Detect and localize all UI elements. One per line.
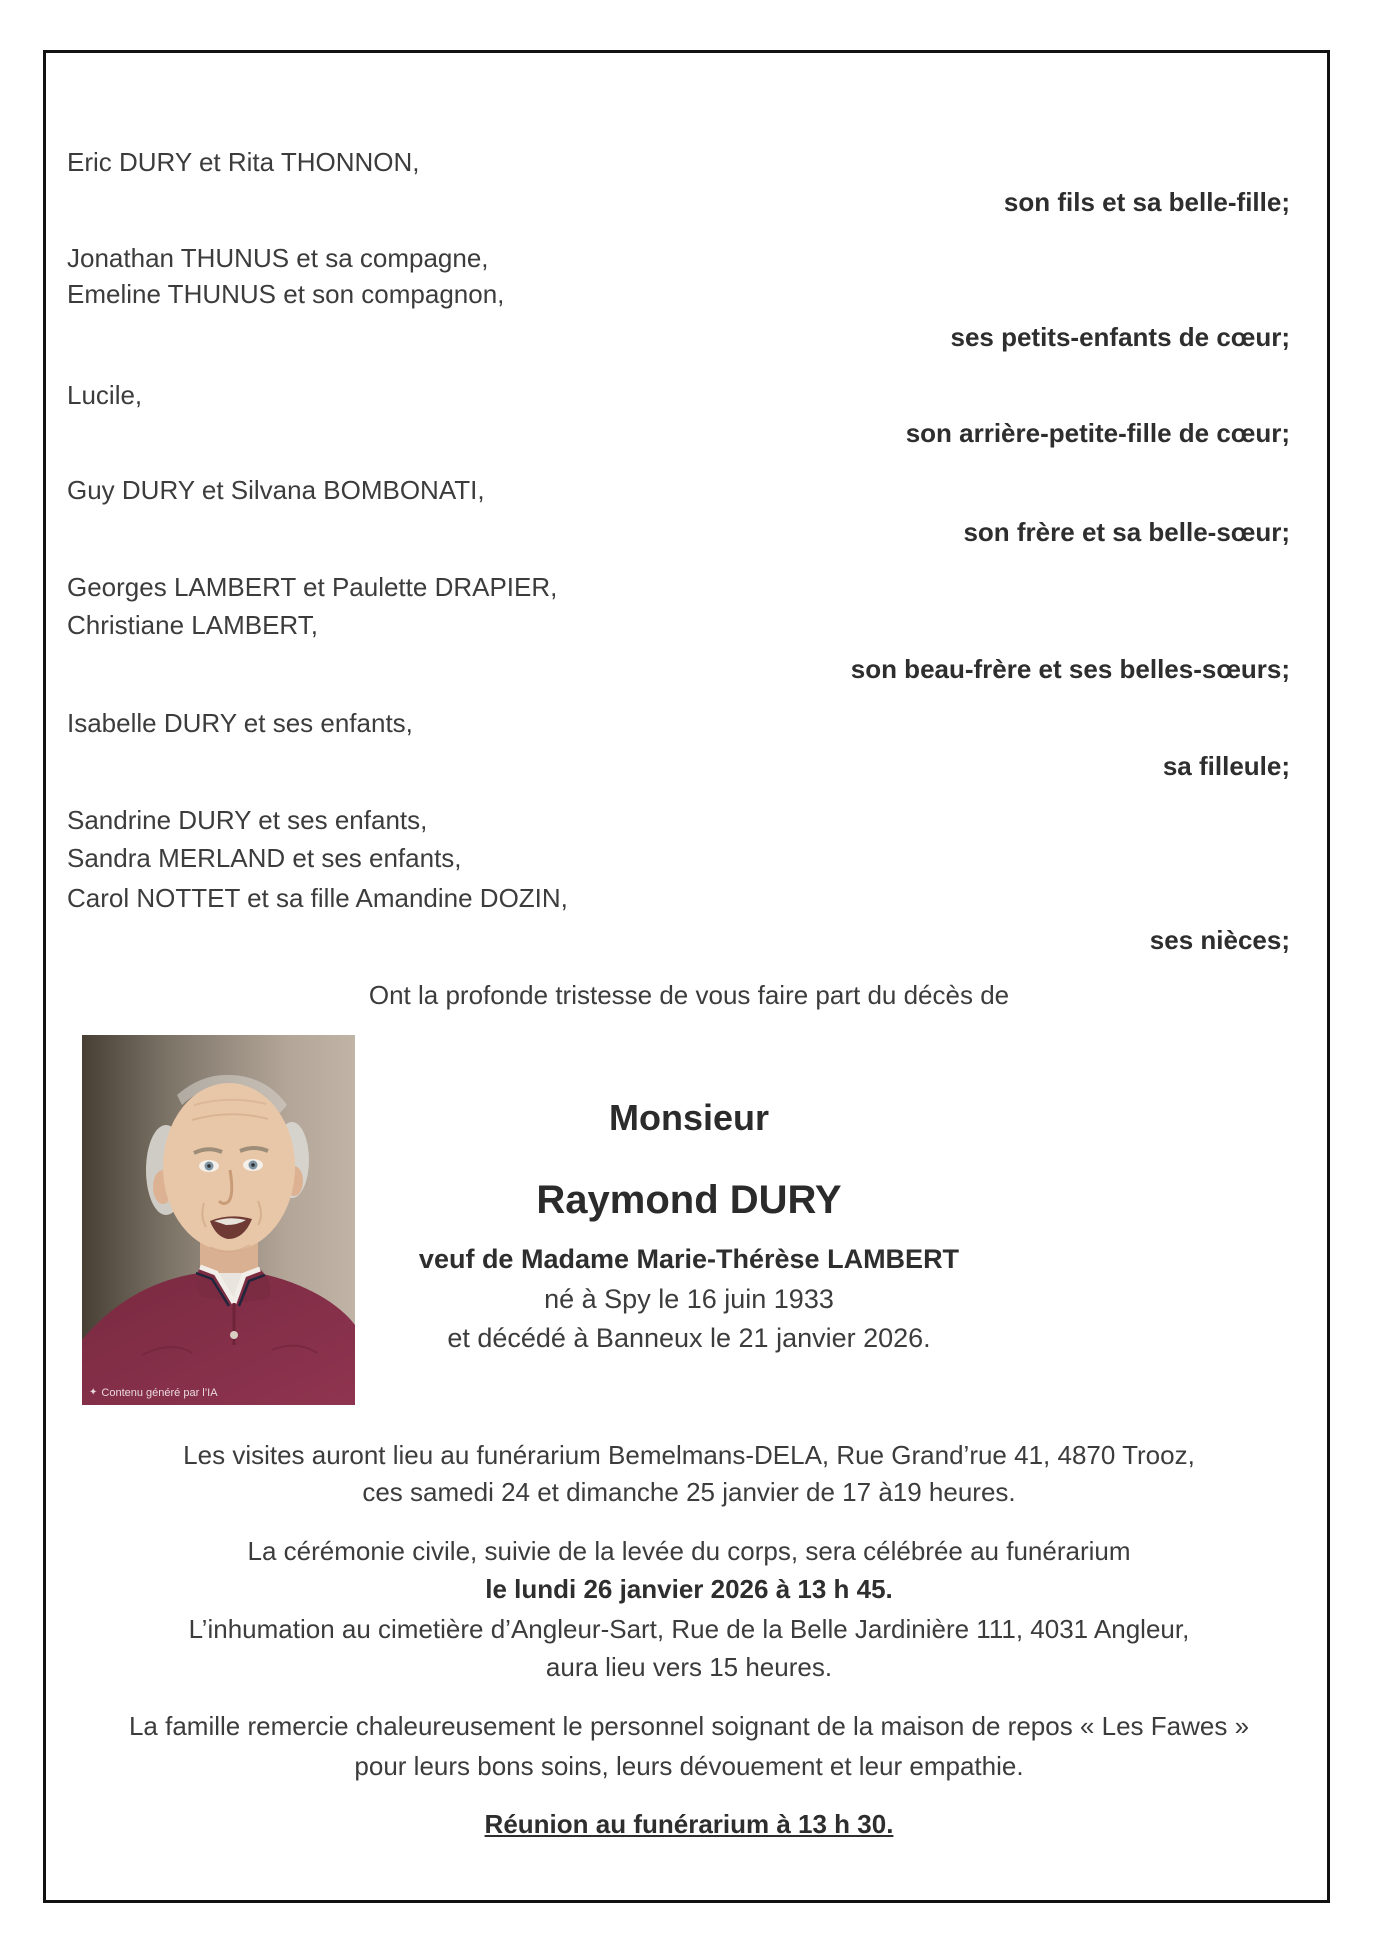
ai-watermark-label: Contenu généré par l’IA bbox=[101, 1387, 218, 1399]
relation-label: ses nièces; bbox=[1149, 925, 1290, 955]
family-names-line: Georges LAMBERT et Paulette DRAPIER, bbox=[67, 572, 558, 602]
ai-content-watermark bbox=[89, 1387, 218, 1399]
family-names-line: Sandra MERLAND et ses enfants, bbox=[67, 843, 462, 873]
birth-line: né à Spy le 16 juin 1933 bbox=[544, 1284, 834, 1314]
meeting-line: Réunion au funérarium à 13 h 30. bbox=[484, 1809, 894, 1839]
family-names-line: Guy DURY et Silvana BOMBONATI, bbox=[67, 475, 485, 505]
visits-line-2: ces samedi 24 et dimanche 25 janvier de 17 à19 heures. bbox=[362, 1477, 1016, 1507]
family-names-line: Emeline THUNUS et son compagnon, bbox=[67, 279, 505, 309]
family-names-line: Christiane LAMBERT, bbox=[67, 610, 318, 640]
announcement-intro: Ont la profonde tristesse de vous faire part du décès de bbox=[368, 980, 1010, 1010]
death-line: et décédé à Banneux le 21 janvier 2026. bbox=[447, 1323, 931, 1353]
burial-line-1: L’inhumation au cimetière d’Angleur-Sart, Rue de la Belle Jardinière 111, 4031 Angleur, bbox=[188, 1614, 1190, 1644]
deceased-title: Monsieur bbox=[608, 1097, 769, 1138]
family-names-line: Lucile, bbox=[67, 380, 143, 410]
visits-line-1: Les visites auront lieu au funérarium Bemelmans-DELA, Rue Grand’rue 41, 4870 Trooz, bbox=[183, 1440, 1195, 1470]
thanks-line-1: La famille remercie chaleureusement le personnel soignant de la maison de repos « Les Fawes » bbox=[128, 1711, 1250, 1741]
family-names-line: Eric DURY et Rita THONNON, bbox=[67, 147, 420, 177]
relation-label: sa filleule; bbox=[1162, 751, 1290, 781]
relation-label: son arrière-petite-fille de cœur; bbox=[905, 418, 1290, 448]
family-names-line: Isabelle DURY et ses enfants, bbox=[67, 708, 413, 738]
ai-sparkle-icon: ✦ bbox=[89, 1387, 98, 1398]
relation-label: son frère et sa belle-sœur; bbox=[963, 517, 1290, 547]
burial-line-2: aura lieu vers 15 heures. bbox=[545, 1652, 833, 1682]
ceremony-line-1: La cérémonie civile, suivie de la levée du corps, sera célébrée au funérarium bbox=[247, 1536, 1131, 1566]
ceremony-date-line: le lundi 26 janvier 2026 à 13 h 45. bbox=[485, 1574, 893, 1604]
relation-label: son fils et sa belle-fille; bbox=[1003, 187, 1290, 217]
thanks-line-2: pour leurs bons soins, leurs dévouement et leur empathie. bbox=[354, 1751, 1024, 1781]
relict-of-line: veuf de Madame Marie-Thérèse LAMBERT bbox=[418, 1244, 960, 1274]
family-names-line: Sandrine DURY et ses enfants, bbox=[67, 805, 428, 835]
deceased-name: Raymond DURY bbox=[536, 1178, 842, 1222]
family-names-line: Jonathan THUNUS et sa compagne, bbox=[67, 243, 489, 273]
relation-label: ses petits-enfants de cœur; bbox=[950, 322, 1290, 352]
family-names-line: Carol NOTTET et sa fille Amandine DOZIN, bbox=[67, 883, 568, 913]
relation-label: son beau-frère et ses belles-sœurs; bbox=[850, 654, 1290, 684]
